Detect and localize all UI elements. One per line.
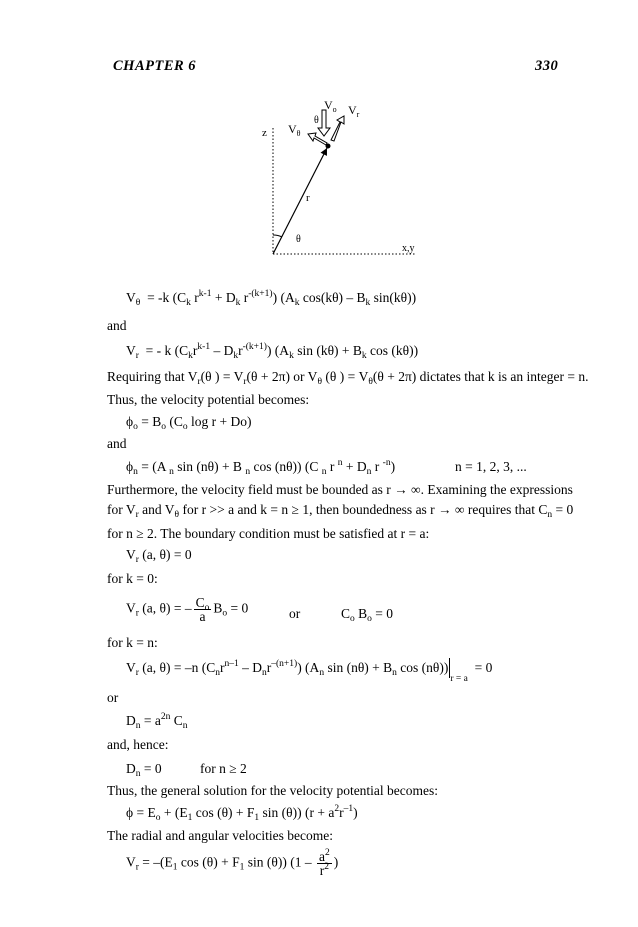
furthermore-line-1: Furthermore, the velocity field must be bounded as r → ∞. Examining the expressions [107, 482, 573, 497]
requiring-sentence: Requiring that $V_r(\theta$ ) = $V_r(\theta + 2\pi)$ or $V_\theta$ (θ ) = $V_\theta(\theta + 2\pi)$ dictates that k is an integer = n. [107, 369, 589, 387]
equation-phi-n: $\phi_n = (A$ $_n$ sin (nθ) + B $_n$ cos (nθ)) (C $_n$ r $^n + D_n$ r $^{-n}$) [126, 458, 396, 477]
for-kn-label: for k = n: [107, 635, 158, 650]
n-range: n = 1, 2, 3, ... [455, 459, 527, 474]
boundary-condition: $V_r$ (a, θ) = 0 [126, 547, 192, 565]
for-k0-label: for k = 0: [107, 571, 158, 586]
equation-dn-zero: $D_n = 0$ [126, 761, 162, 779]
thus-general-sentence: Thus, the general solution for the velocity potential becomes: [107, 783, 439, 798]
equation-phi-o: $\phi_o = B_o$ ($C_o$ log r + Do) [126, 414, 252, 432]
for-n-ge-2: for n ≥ 2 [200, 761, 247, 776]
equation-vr: $V_r$ = - k $(C_kr^{k-1} - D_kr^{-(k+1)})$ ($A_k$ $\sin (k\theta) + B_k$ cos (kθ)) [126, 342, 419, 361]
vr-arrow [331, 116, 344, 141]
equation-vtheta: $V_\theta = -k$ ($C_k$ $r^{k-1} + D_k$ $r^{-(k+1)}$) ($A_k$ $\cos(k\theta) - B_k$ sin(kθ)) [126, 289, 417, 308]
connector-and-1: and [107, 318, 127, 333]
equation-co-bo: $C_o$ $B_o = 0$ [341, 606, 394, 624]
page-number: 330 [535, 58, 559, 74]
vo-arrow [318, 110, 330, 136]
connector-and-2: and [107, 436, 127, 451]
label-z: z [262, 127, 267, 139]
thus-potential-sentence: Thus, the velocity potential becomes: [107, 392, 310, 407]
chapter-heading: CHAPTER 6 [113, 58, 197, 74]
label-vr: $V_r$ [348, 103, 360, 119]
furthermore-line-3: for n ≥ 2. The boundary condition must be satisfied at r = a: [107, 526, 430, 541]
connector-or-2: or [107, 690, 119, 705]
label-xy: x,y [402, 243, 415, 254]
equation-k0: $V_r$ (a, θ) = – $\frac{C_o}{a}$ $B_o = 0$ [126, 595, 249, 624]
radial-angular-sentence: The radial and angular velocities become: [107, 828, 334, 843]
equation-kn: $V_r$ (a, θ) = –n $(C_nr^{n-1} - D_nr^{-(n+1)})$ ($A_n$ $\sin (n\theta) + B_n$ $\cos (n\theta))_{r = a} = 0$ [126, 659, 493, 684]
theta-arc [273, 235, 282, 237]
and-hence-label: and, hence: [107, 737, 169, 752]
or-inline: or [289, 606, 301, 621]
label-theta-bottom: θ [296, 234, 301, 245]
equation-dn: $D_n = a^{2n}$ $C_n$ [126, 712, 188, 731]
label-vo: $V_o$ [324, 98, 337, 114]
label-vtheta: $V_\theta$ [288, 122, 301, 138]
label-r: r [306, 192, 310, 204]
equation-general-phi: $\phi = E_o + (E_1$ $\cos (\theta) + F_1$ sin (θ)) $(r + a^2r^{-1})$ [126, 804, 358, 823]
velocity-diagram [240, 90, 440, 260]
furthermore-line-2: for $V_r$ and $V_\theta$ for r >> a and k = n ≥ 1, then boundedness as r → ∞ requires that $C_n = 0$ [107, 502, 574, 520]
label-theta-top: θ [314, 115, 319, 126]
equation-vr-final: $V_r = -(E_1$ $\cos (\theta) + F_1$ sin (θ)) (1 – $\frac{a^2}{r^2}$ ) [126, 848, 339, 878]
